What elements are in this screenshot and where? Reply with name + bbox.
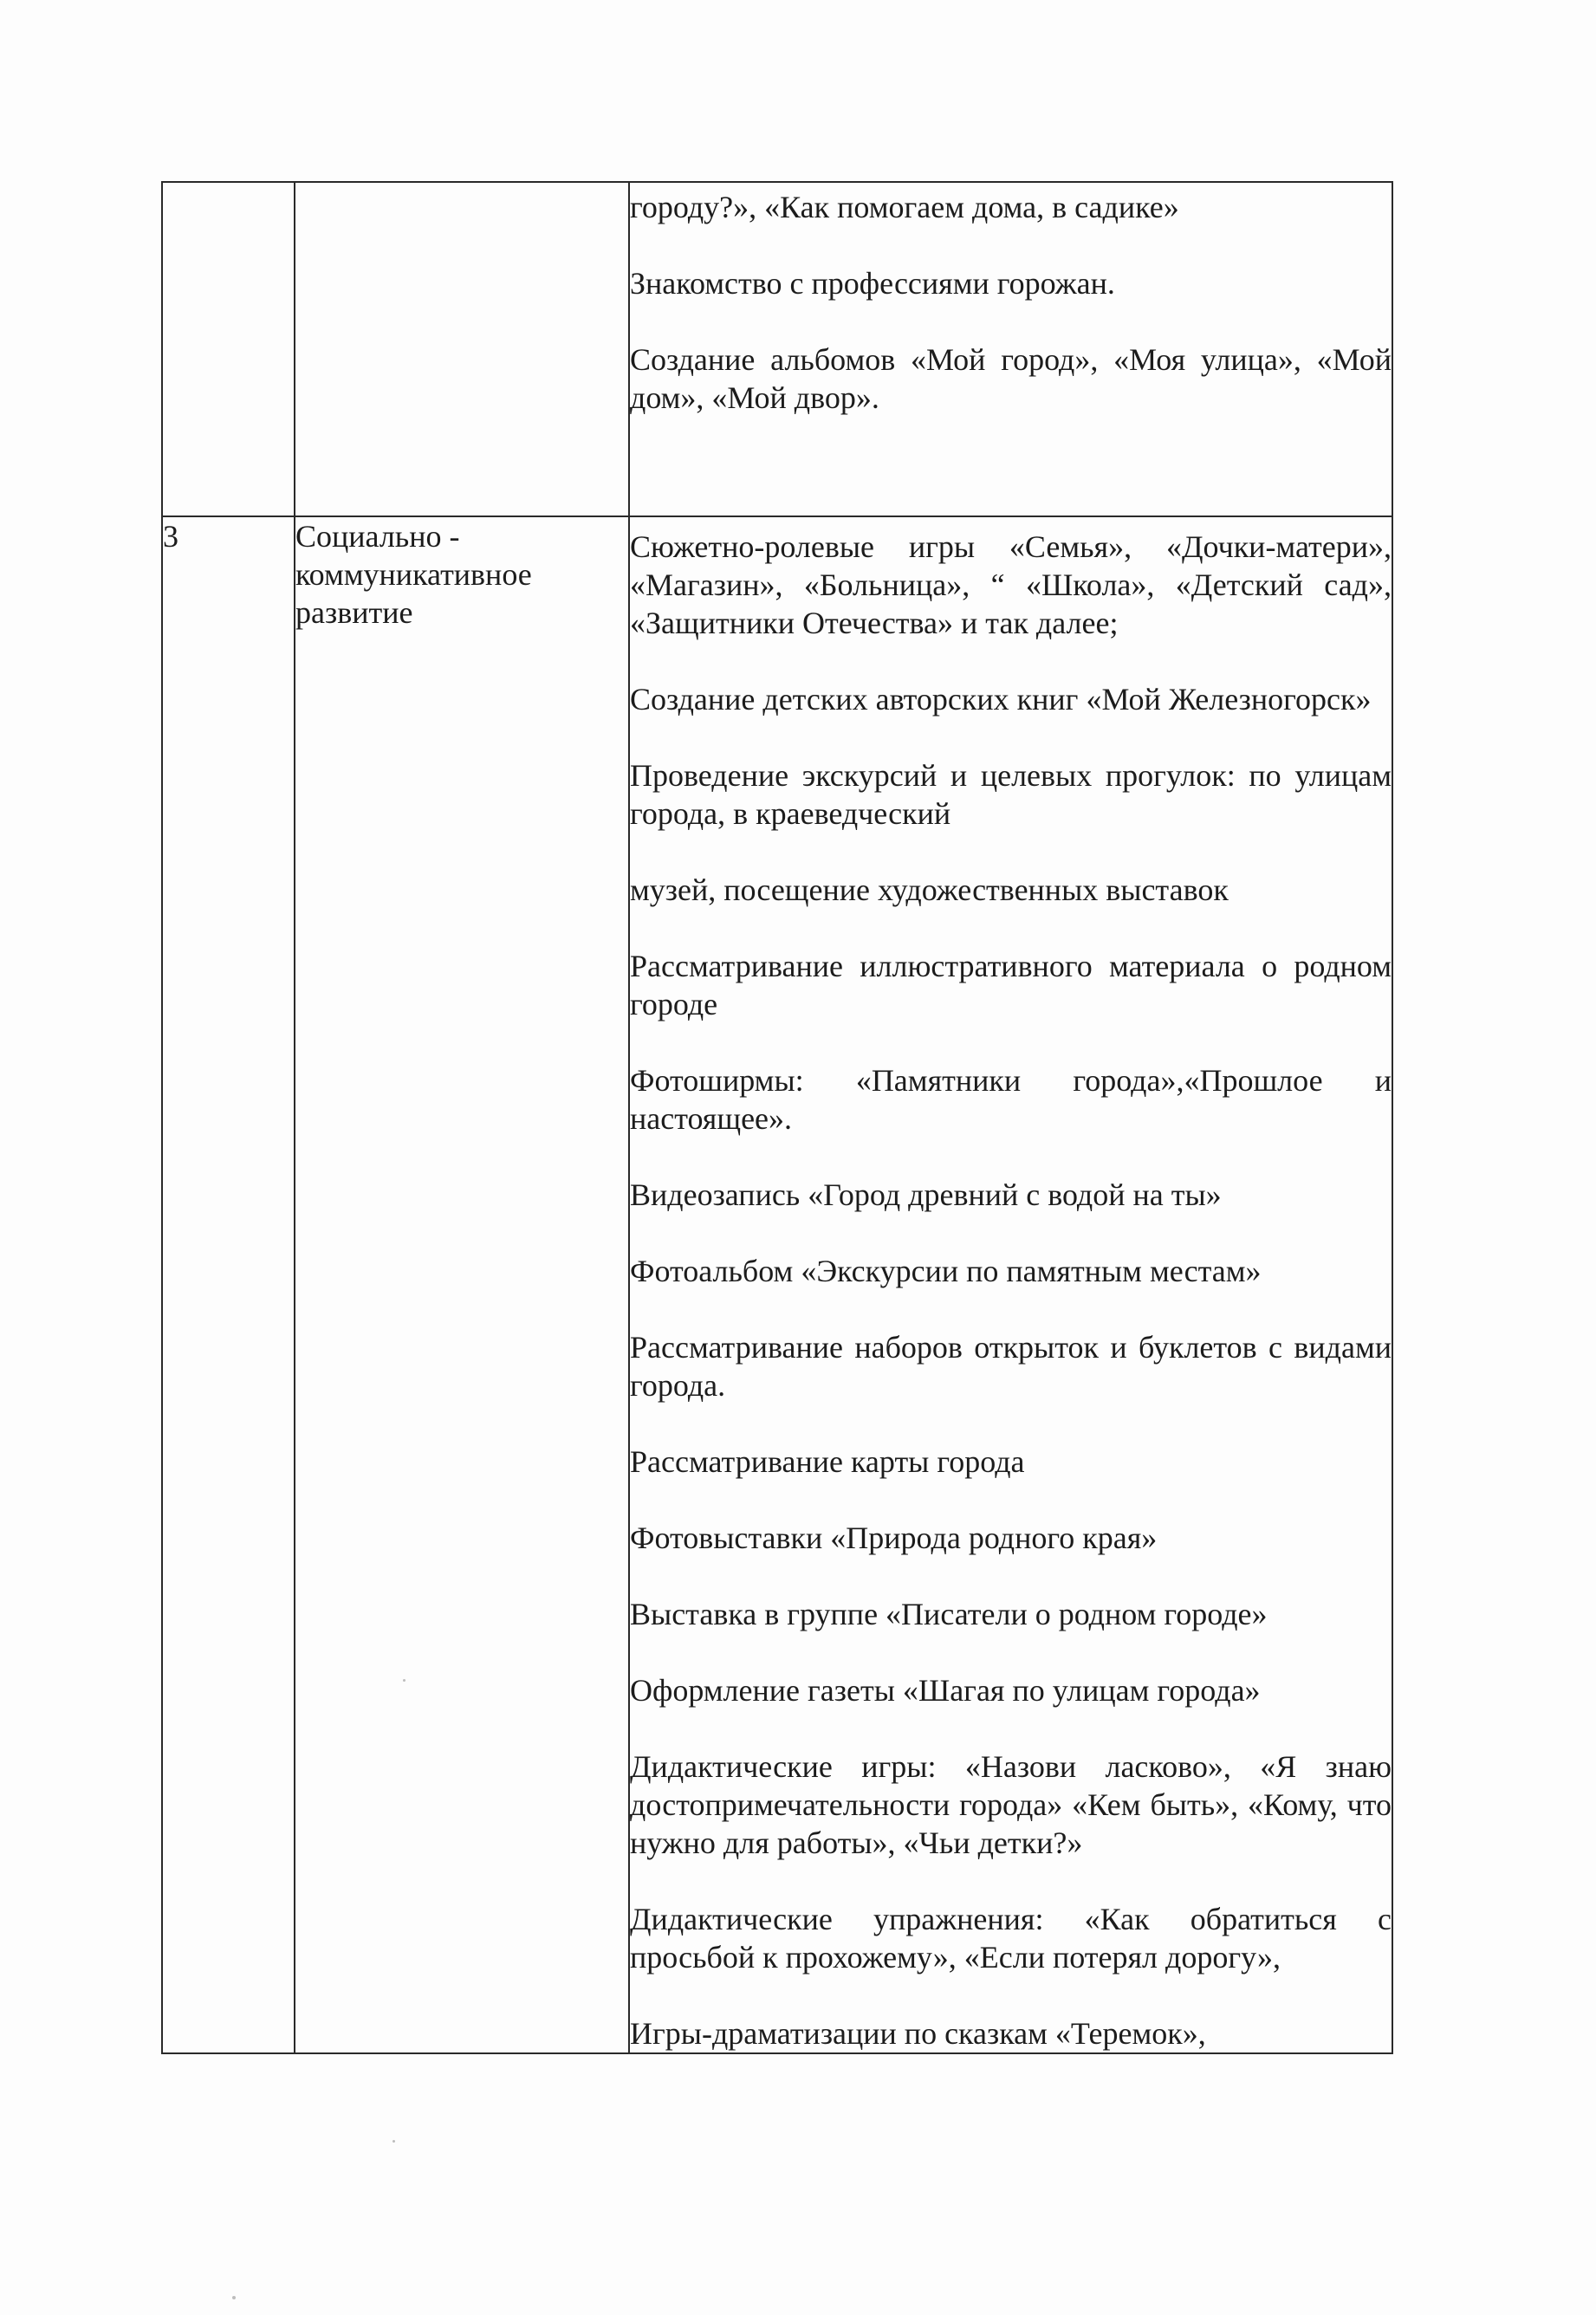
- activity-item: Создание детских авторских книг «Мой Железногорск»: [630, 682, 1372, 717]
- activity-item: Рассматривание иллюстративного материала о родном городе: [630, 949, 1392, 1021]
- activity-item: Дидактические игры: «Назови ласково», «Я знаю достопримечательности города» «Кем быть», «Кому, что нужно для работы», «Чьи детки?»: [630, 1749, 1392, 1860]
- development-area-cell: [295, 182, 629, 516]
- activity-item: городу?», «Как помогаем дома, в садике»: [630, 190, 1179, 224]
- activity-item: Создание альбомов «Мой город», «Моя улица», «Мой дом», «Мой двор».: [630, 342, 1392, 415]
- activities-cell: [629, 182, 1392, 516]
- activity-item: Фотоширмы: «Памятники города»,«Прошлое и настоящее».: [630, 1063, 1392, 1136]
- activity-item: Фотовыставки «Природа родного края»: [630, 1521, 1158, 1555]
- activity-table: [161, 181, 1393, 2054]
- activity-item: Рассматривание наборов открыток и буклетов с видами города.: [630, 1330, 1392, 1403]
- activities-cell: [629, 516, 1392, 2053]
- activity-item: Оформление газеты «Шагая по улицам города»: [630, 1673, 1261, 1708]
- activity-item: Проведение экскурсий и целевых прогулок: по улицам города, в краеведческий: [630, 758, 1392, 831]
- activity-item: Видеозапись «Город древний с водой на ты»: [630, 1177, 1222, 1212]
- table-row: [162, 516, 1392, 2053]
- activity-item: музей, посещение художественных выставок: [630, 872, 1229, 907]
- table-row: [162, 182, 1392, 516]
- row-number-cell: 3: [162, 516, 295, 2053]
- development-area-cell: Социально - коммуникативное развитие: [295, 516, 629, 2053]
- activity-item: Сюжетно-ролевые игры «Семья», «Дочки-матери», «Магазин», «Больница», “ «Школа», «Детский сад», «Защитники Отечества» и так далее;: [630, 529, 1392, 640]
- activity-item: Рассматривание карты города: [630, 1444, 1025, 1479]
- activity-item: Игры-драматизации по сказкам «Теремок»,: [630, 2016, 1206, 2051]
- activity-item: Фотоальбом «Экскурсии по памятным местам»: [630, 1254, 1262, 1288]
- scan-speck: [393, 2140, 395, 2143]
- row-number-cell: [162, 182, 295, 516]
- activity-item: Дидактические упражнения: «Как обратиться с просьбой к прохожему», «Если потерял дорогу»,: [630, 1902, 1392, 1975]
- scan-speck: [403, 1679, 405, 1682]
- activity-item: Знакомство с профессиями горожан.: [630, 266, 1115, 301]
- activity-item: Выставка в группе «Писатели о родном городе»: [630, 1597, 1268, 1631]
- scan-speck: [232, 2296, 236, 2299]
